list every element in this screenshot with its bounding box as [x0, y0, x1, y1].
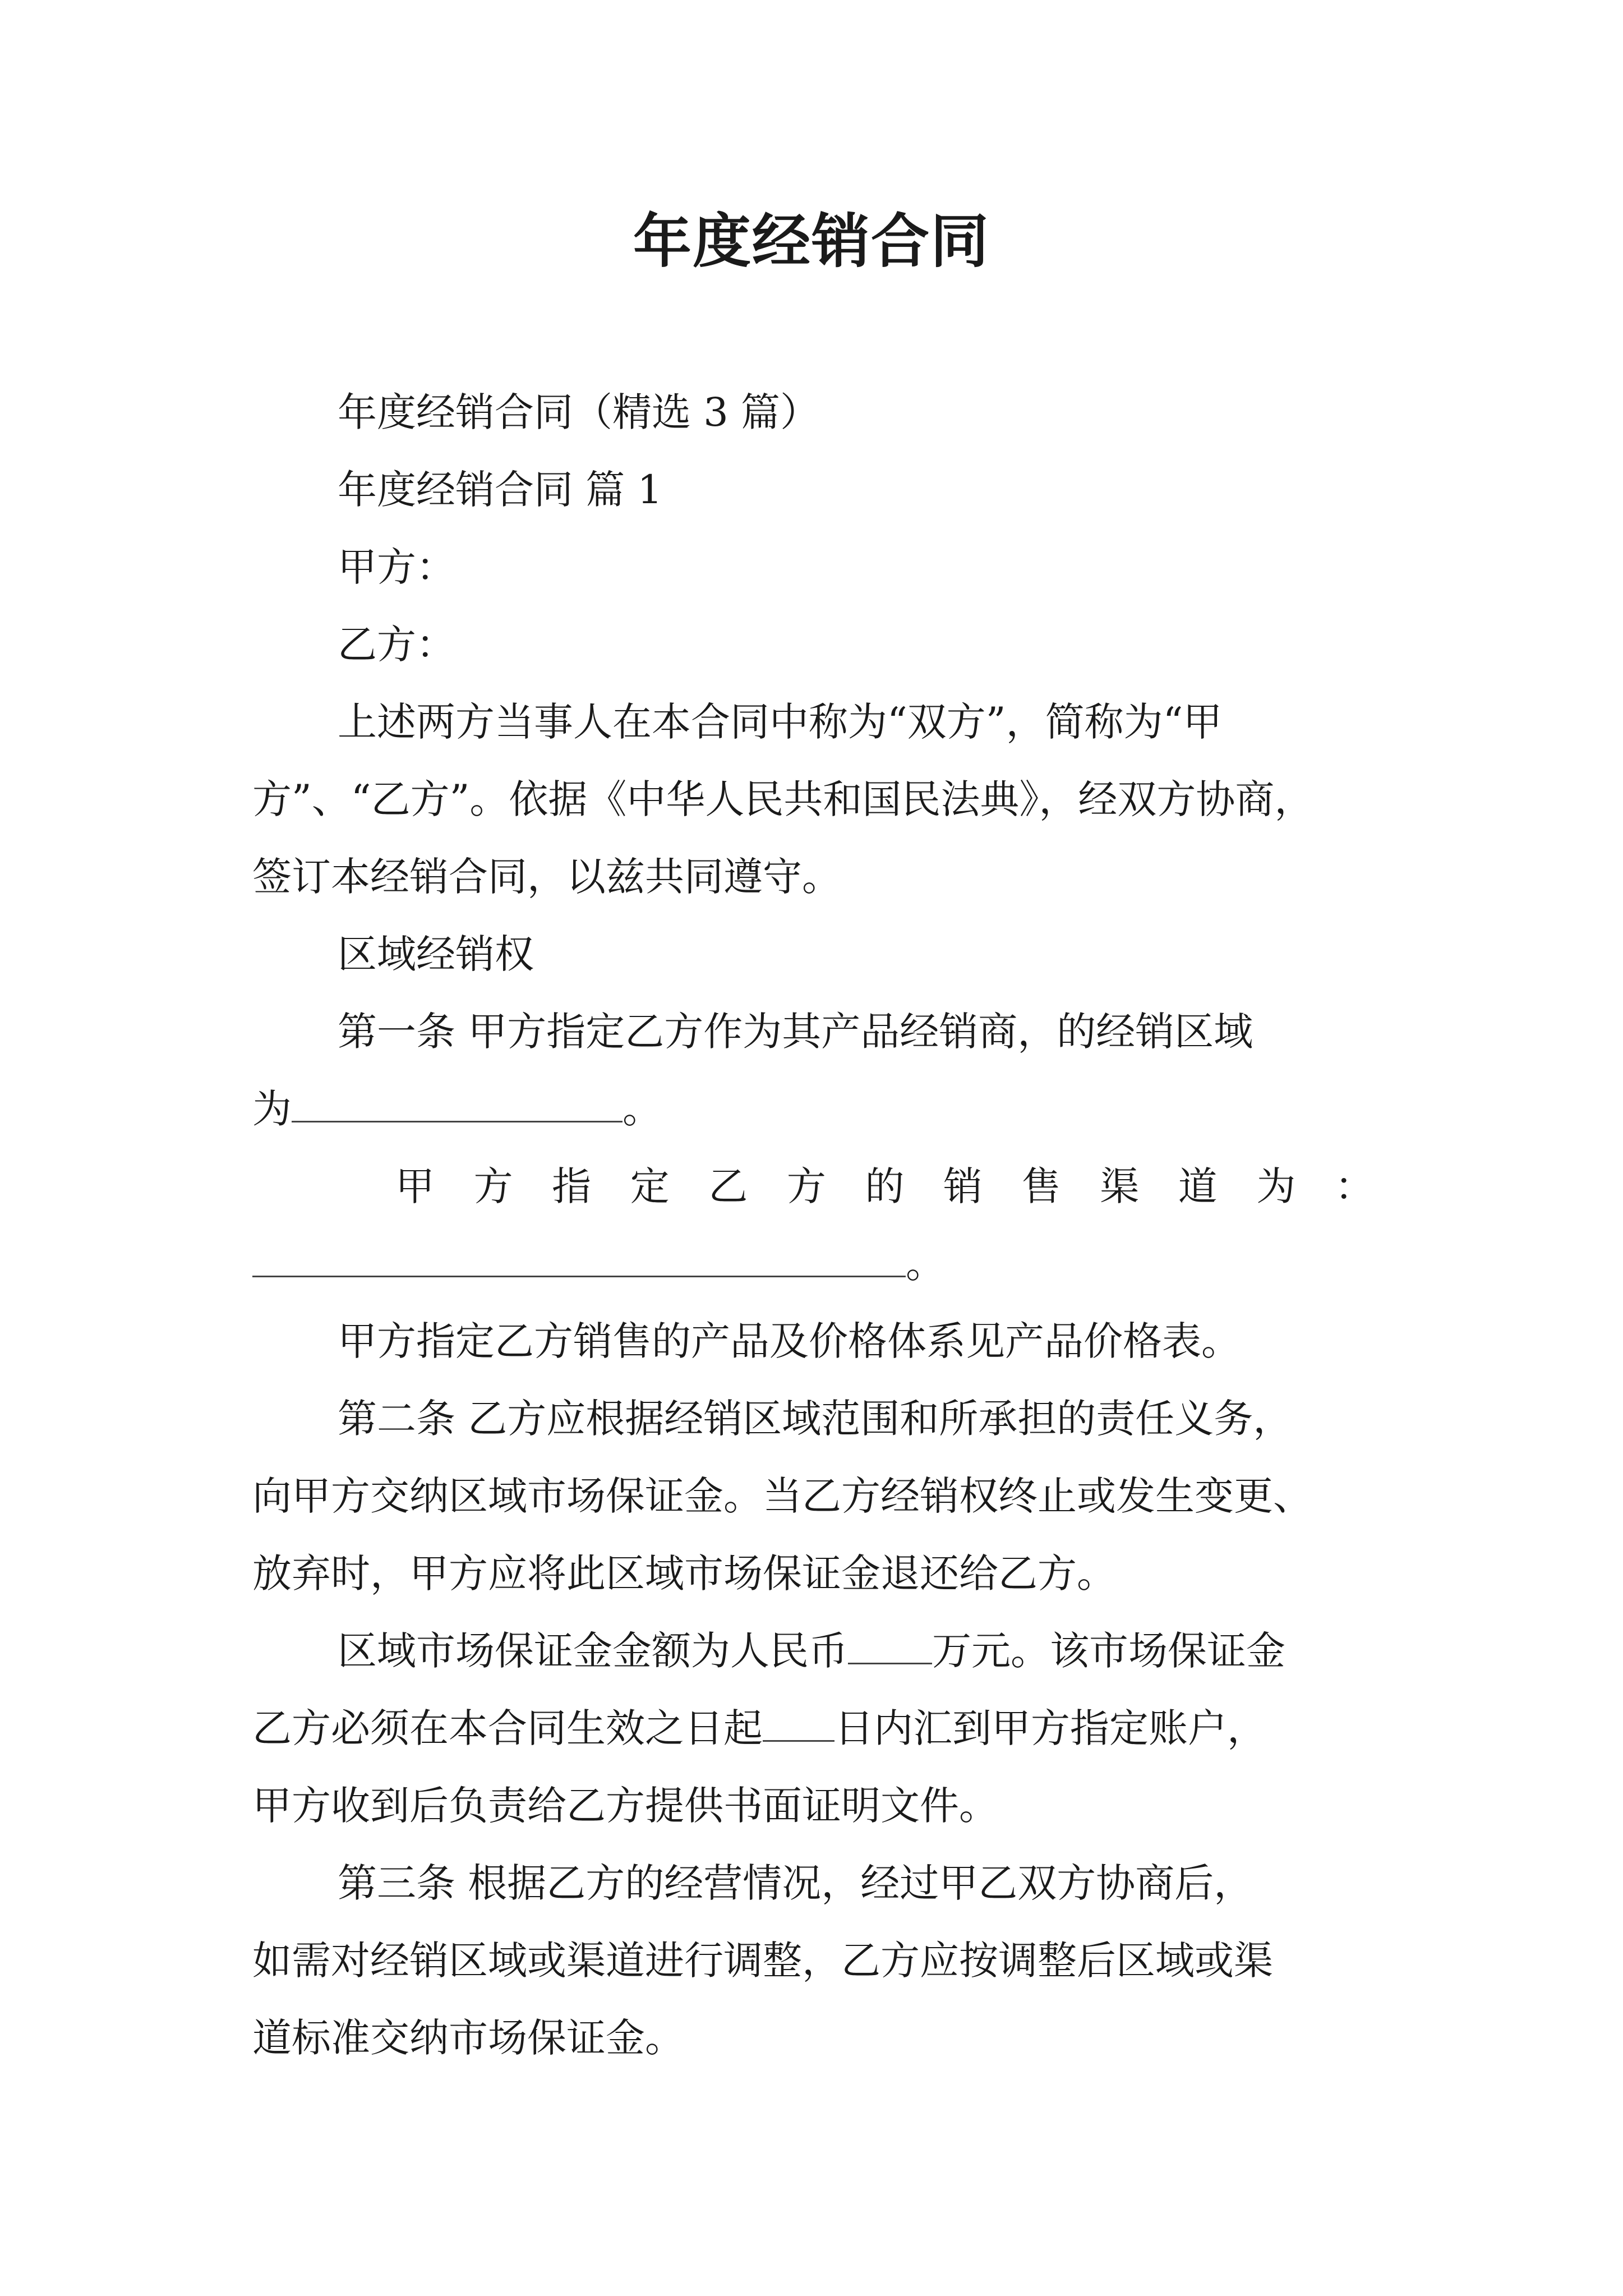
char: 甲 [395, 1163, 435, 1209]
party-b-line: 乙方： [338, 622, 455, 668]
line-text: 为 [252, 1086, 292, 1132]
char: 渠 [1100, 1163, 1140, 1209]
char: 道 [1178, 1163, 1218, 1209]
fill-blank-region [292, 1086, 623, 1122]
article-one-line [252, 1078, 1385, 1140]
char: 方 [786, 1163, 826, 1209]
deposit-line [338, 1620, 1386, 1682]
char: 的 [865, 1163, 905, 1209]
paragraph-line: 方”、“乙方”。依据《中华人民共和国民法典》，经双方协商， [252, 776, 1314, 822]
line-text: 。 [906, 1241, 945, 1287]
article-two-line: 第二条 乙方应根据经销区域范围和所承担的责任义务， [338, 1396, 1293, 1442]
sales-channel-blank-line [252, 1233, 1385, 1295]
article-three-line: 第三条 根据乙方的经营情况，经过甲乙双方协商后， [338, 1860, 1253, 1906]
line-text: 日内汇到甲方指定账户， [834, 1705, 1266, 1751]
char: 乙 [708, 1163, 748, 1209]
char: 定 [630, 1163, 670, 1209]
deposit-line [252, 1697, 1385, 1759]
paragraph-line: 甲方指定乙方销售的产品及价格体系见产品价格表。 [338, 1318, 1241, 1364]
document-title: 年度经销合同 [633, 206, 990, 275]
line-text: 区域市场保证金金额为人民币 [338, 1628, 848, 1674]
deposit-line: 甲方收到后负责给乙方提供书面证明文件。 [252, 1783, 998, 1829]
fill-blank-days [763, 1705, 834, 1742]
char: 销 [943, 1163, 983, 1209]
line-text: 。 [623, 1086, 662, 1132]
fill-blank-channel [252, 1241, 906, 1277]
char: 为 [1256, 1163, 1296, 1209]
char: 指 [552, 1163, 592, 1209]
char: 方 [473, 1163, 513, 1209]
line-text: 万元。该市场保证金 [932, 1628, 1285, 1674]
sales-channel-line [395, 1156, 1374, 1217]
section-heading: 区域经销权 [338, 931, 534, 977]
paragraph-line: 签订本经销合同，以兹共同遵守。 [252, 854, 841, 900]
article-one-line: 第一条 甲方指定乙方作为其产品经销商，的经销区域 [338, 1009, 1253, 1055]
paragraph-line: 上述两方当事人在本合同中称为“双方”，简称为“甲 [338, 699, 1223, 745]
char: 售 [1021, 1163, 1061, 1209]
article-three-line: 道标准交纳市场保证金。 [252, 2015, 684, 2061]
fill-blank-amount [848, 1628, 932, 1664]
article-three-line: 如需对经销区域或渠道进行调整，乙方应按调整后区域或渠 [252, 1938, 1273, 1984]
char: ： [1334, 1163, 1374, 1209]
article-two-line: 放弃时，甲方应将此区域市场保证金退还给乙方。 [252, 1550, 1116, 1596]
article-two-line: 向甲方交纳区域市场保证金。当乙方经销权终止或发生变更、 [252, 1473, 1312, 1519]
subtitle-line: 年度经销合同（精选 3 篇） [338, 389, 820, 435]
party-a-line: 甲方： [338, 544, 455, 590]
line-text: 乙方必须在本合同生效之日起 [252, 1705, 763, 1751]
section-heading: 年度经销合同 篇 1 [338, 467, 663, 513]
